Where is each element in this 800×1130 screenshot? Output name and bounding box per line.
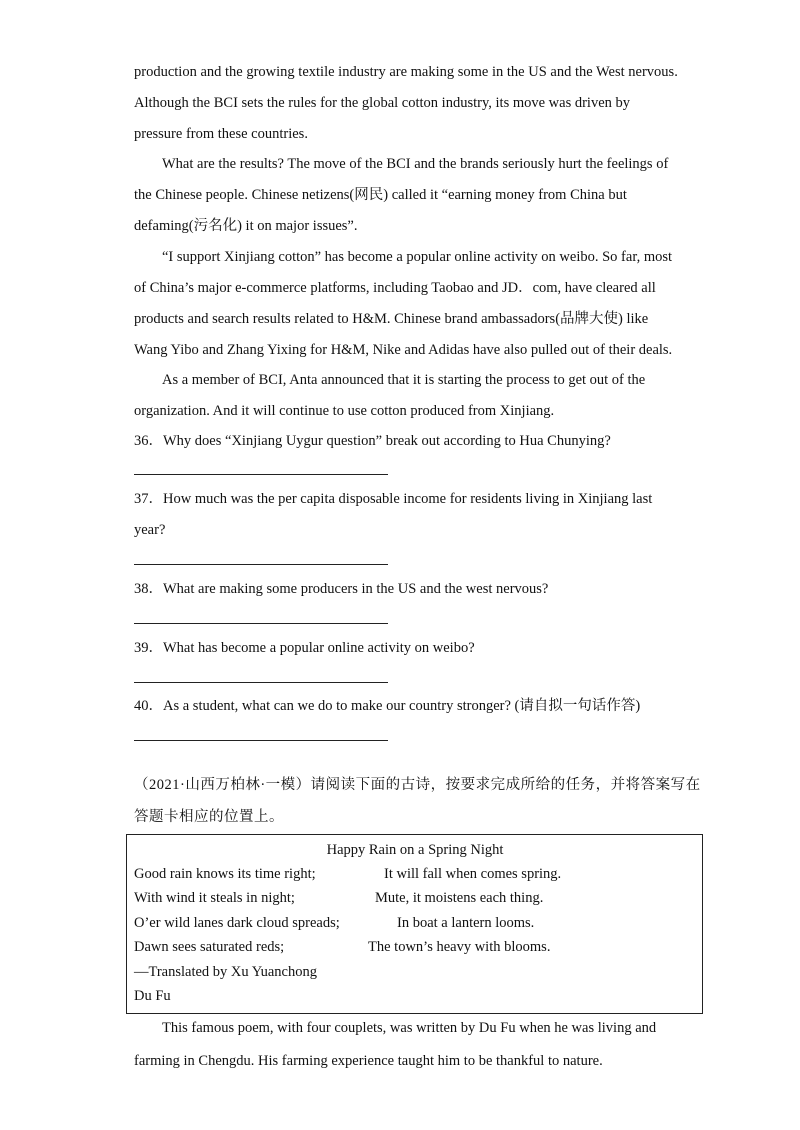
passage-line: of China’s major e-commerce platforms, including Taobao and JD．com, have cleared all (134, 280, 656, 296)
passage-line: Wang Yibo and Zhang Yixing for H&M, Nike and Adidas have also pulled out of their deals. (134, 342, 673, 358)
question-text: What are making some producers in the US and the west nervous? (163, 581, 549, 597)
question-text: How much was the per capita disposable income for residents living in Xinjiang last (163, 491, 653, 507)
passage-line: production and the growing textile industry are making some in the US and the West nervous. (134, 64, 678, 80)
passage-line: As a member of BCI, Anta announced that it is starting the process to get out of the (162, 372, 646, 388)
passage-line: Although the BCI sets the rules for the global cotton industry, its move was driven by (134, 95, 631, 111)
passage-line: defaming(污名化) it on major issues”. (134, 218, 358, 234)
answer-blank-37[interactable] (134, 564, 388, 565)
after-line: This famous poem, with four couplets, was written by Du Fu when he was living and (162, 1020, 657, 1036)
question-number: 39． (134, 640, 163, 656)
poem-line-right: Mute, it moistens each thing. (375, 890, 544, 906)
question-number: 38． (134, 581, 163, 597)
poem-line-right: It will fall when comes spring. (384, 866, 562, 882)
question-36 (134, 432, 611, 450)
question-text: Why does “Xinjiang Uygur question” break out according to Hua Chunying? (163, 433, 611, 449)
passage-line: What are the results? The move of the BCI and the brands seriously hurt the feelings of (162, 156, 669, 172)
passage-line: pressure from these countries. (134, 126, 308, 142)
intro-line: 答题卡相应的位置上。 (134, 809, 284, 825)
poem-line-right: In boat a lantern looms. (397, 915, 535, 931)
question-37-cont: year? (134, 522, 166, 538)
question-38 (134, 580, 548, 598)
poem-translator: —Translated by Xu Yuanchong (134, 964, 317, 980)
answer-blank-40[interactable] (134, 740, 388, 741)
question-number: 37． (134, 491, 163, 507)
poem-author: Du Fu (134, 988, 171, 1004)
passage-line: organization. And it will continue to use cotton produced from Xinjiang. (134, 403, 555, 419)
question-number: 40． (134, 698, 163, 714)
question-number: 36． (134, 433, 163, 449)
question-40 (134, 697, 640, 715)
intro-line: （2021·山西万柏林·一模）请阅读下面的古诗，按要求完成所给的任务，并将答案写在 (134, 777, 701, 793)
poem-line-left: Dawn sees saturated reds; (134, 939, 285, 955)
answer-blank-38[interactable] (134, 623, 388, 624)
poem-line-left: O’er wild lanes dark cloud spreads; (134, 915, 340, 931)
passage-line: products and search results related to H&M. Chinese brand ambassadors(品牌大使) like (134, 311, 649, 327)
answer-blank-39[interactable] (134, 682, 388, 683)
passage-line: the Chinese people. Chinese netizens(网民) called it “earning money from China but (134, 187, 627, 203)
poem-line-right: The town’s heavy with blooms. (368, 939, 551, 955)
poem-line-left: Good rain knows its time right; (134, 866, 316, 882)
question-37 (134, 490, 652, 508)
passage-line: “I support Xinjiang cotton” has become a popular online activity on weibo. So far, most (162, 249, 673, 265)
question-text: What has become a popular online activity on weibo? (163, 640, 475, 656)
answer-blank-36[interactable] (134, 474, 388, 475)
question-39 (134, 639, 475, 657)
after-line: farming in Chengdu. His farming experience taught him to be thankful to nature. (134, 1053, 603, 1069)
poem-line-left: With wind it steals in night; (134, 890, 295, 906)
poem-title: Happy Rain on a Spring Night (326, 842, 504, 858)
question-text: As a student, what can we do to make our country stronger? (请自拟一句话作答) (163, 698, 641, 714)
